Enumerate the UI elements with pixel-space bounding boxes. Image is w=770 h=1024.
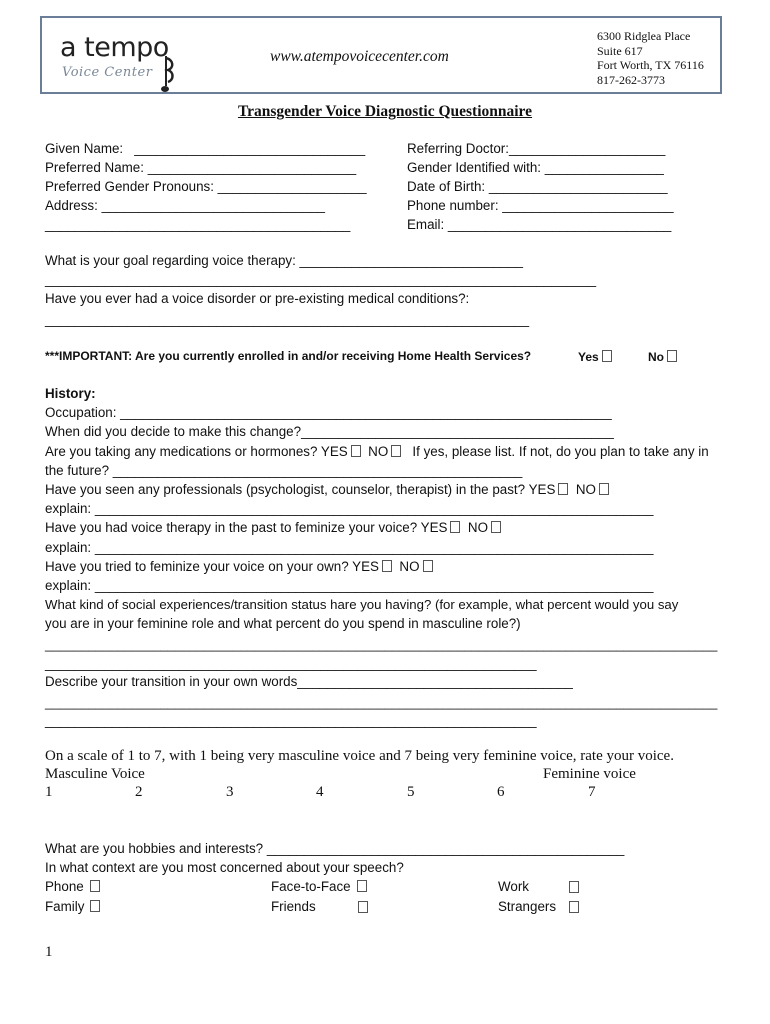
context-option-phone[interactable] (45, 880, 100, 893)
checkbox[interactable] (382, 560, 392, 572)
voice-therapy-question-text: Have you had voice therapy in the past to feminize your voice? YES (45, 520, 448, 535)
context-option-family[interactable] (45, 900, 100, 913)
checkbox[interactable] (90, 900, 100, 912)
professionals-question (45, 483, 609, 496)
no-label: NO (368, 444, 389, 459)
context-label: Phone (45, 879, 84, 894)
pronouns-field[interactable]: Preferred Gender Pronouns: ____________________ (45, 179, 367, 194)
home-health-yes-option[interactable] (578, 350, 612, 363)
home-health-no-option[interactable] (648, 350, 677, 363)
yes-label: Yes (578, 350, 599, 364)
voice-scale-question: On a scale of 1 to 7, with 1 being very masculine voice and 7 being very feminine voice, rate your voice. (45, 748, 674, 764)
address-field[interactable]: Address: ______________________________ (45, 198, 325, 213)
scale-option-5[interactable]: 5 (407, 784, 415, 800)
medications-followup: If yes, please list. If not, do you plan to take any in (412, 444, 709, 459)
checkbox[interactable] (558, 483, 568, 495)
context-label: Family (45, 899, 85, 914)
checkbox[interactable] (90, 880, 100, 892)
address-block (597, 29, 704, 87)
history-heading: History: (45, 386, 96, 401)
checkbox[interactable] (491, 521, 501, 533)
checkbox[interactable] (569, 881, 579, 893)
phone-number-field[interactable]: Phone number: _______________________ (407, 198, 674, 213)
checkbox[interactable] (602, 350, 612, 362)
voice-therapy-explain-field[interactable]: explain: ___________________________________________________________________________ (45, 540, 654, 555)
no-label: NO (575, 482, 596, 497)
disorder-answer-line[interactable]: _________________________________________________________________ (45, 312, 530, 327)
scale-option-6[interactable]: 6 (497, 784, 505, 800)
self-feminize-explain-field[interactable]: explain: ___________________________________________________________________________ (45, 578, 654, 593)
hobbies-field[interactable]: What are you hobbies and interests? ________________________________________________ (45, 841, 625, 856)
gender-identified-field[interactable]: Gender Identified with: ________________ (407, 160, 664, 175)
phone-line: 817-262-3773 (597, 72, 665, 87)
website-url[interactable]: www.atempovoicecenter.com (270, 48, 449, 65)
change-date-field[interactable]: When did you decide to make this change?__________________________________________ (45, 424, 614, 439)
address-line: Suite 617 (597, 43, 643, 58)
logo (60, 28, 200, 88)
checkbox[interactable] (569, 901, 579, 913)
logo-main-text: a tempo (60, 32, 169, 63)
address-field-line2[interactable]: _________________________________________ (45, 217, 351, 232)
medications-list-field[interactable]: the future? _______________________________________________________ (45, 463, 523, 478)
context-label: Friends (271, 899, 316, 914)
goal-answer-line[interactable]: __________________________________________________________________________ (45, 272, 597, 287)
transition-description-field[interactable]: Describe your transition in your own words_____________________________________ (45, 674, 573, 689)
scale-option-3[interactable]: 3 (226, 784, 234, 800)
context-option-face-to-face[interactable] (271, 880, 367, 893)
no-label: NO (467, 520, 488, 535)
context-label: Strangers (498, 899, 557, 914)
given-name-field[interactable]: Given Name: _______________________________ (45, 141, 366, 156)
self-feminize-question (45, 560, 433, 573)
disorder-question: Have you ever had a voice disorder or pre-existing medical conditions?: (45, 291, 470, 306)
medications-question (45, 445, 709, 458)
speech-context-question: In what context are you most concerned about your speech? (45, 860, 404, 875)
context-label: Face-to-Face (271, 879, 351, 894)
no-label: NO (399, 559, 420, 574)
checkbox[interactable] (358, 901, 368, 913)
checkbox[interactable] (357, 880, 367, 892)
transition-answer-line[interactable]: _____________________________________________________________________________________________ (45, 695, 718, 710)
social-answer-line[interactable]: __________________________________________________________________ (45, 656, 537, 671)
context-option-friends[interactable] (271, 900, 316, 913)
scale-option-4[interactable]: 4 (316, 784, 324, 800)
context-label: Work (498, 879, 529, 894)
medications-question-text: Are you taking any medications or hormones? YES (45, 444, 348, 459)
masculine-voice-label: Masculine Voice (45, 766, 145, 782)
preferred-name-field[interactable]: Preferred Name: ____________________________ (45, 160, 357, 175)
professionals-question-text: Have you seen any professionals (psychologist, counselor, therapist) in the past? YES (45, 482, 556, 497)
checkbox[interactable] (667, 350, 677, 362)
checkbox[interactable] (423, 560, 433, 572)
social-question-line1: What kind of social experiences/transition status hare you having? (for example, what percent would you say (45, 597, 679, 612)
voice-therapy-question (45, 521, 501, 534)
letterhead-box (40, 16, 722, 94)
date-of-birth-field[interactable]: Date of Birth: ________________________ (407, 179, 668, 194)
social-answer-line[interactable]: _____________________________________________________________________________________________ (45, 637, 718, 652)
checkbox[interactable] (450, 521, 460, 533)
professionals-explain-field[interactable]: explain: ___________________________________________________________________________ (45, 501, 654, 516)
address-line: Fort Worth, TX 76116 (597, 58, 704, 72)
no-label: No (648, 350, 664, 364)
feminine-voice-label: Feminine voice (543, 766, 636, 782)
social-question-line2: you are in your feminine role and what percent do you spend in masculine role?) (45, 616, 521, 631)
occupation-field[interactable]: Occupation: __________________________________________________________________ (45, 405, 612, 420)
address-line: 6300 Ridglea Place (597, 29, 691, 43)
home-health-question: ***IMPORTANT: Are you currently enrolled in and/or receiving Home Health Services? (45, 349, 532, 363)
checkbox[interactable] (599, 483, 609, 495)
goal-question[interactable]: What is your goal regarding voice therapy: ______________________________ (45, 253, 523, 268)
scale-option-2[interactable]: 2 (135, 784, 143, 800)
self-feminize-question-text: Have you tried to feminize your voice on your own? YES (45, 559, 379, 574)
referring-doctor-field[interactable]: Referring Doctor:_____________________ (407, 141, 666, 156)
logo-sub-text: Voice Center (62, 65, 153, 80)
transition-answer-line[interactable]: __________________________________________________________________ (45, 713, 537, 728)
checkbox[interactable] (391, 445, 401, 457)
context-option-strangers[interactable] (498, 900, 556, 913)
music-note-icon (160, 54, 178, 94)
checkbox[interactable] (351, 445, 361, 457)
page-number: 1 (45, 944, 53, 960)
page-title: Transgender Voice Diagnostic Questionnaire (237, 103, 533, 120)
scale-option-7[interactable]: 7 (588, 784, 596, 800)
context-option-work[interactable] (498, 880, 529, 893)
email-field[interactable]: Email: ______________________________ (407, 217, 672, 232)
scale-option-1[interactable]: 1 (45, 784, 53, 800)
